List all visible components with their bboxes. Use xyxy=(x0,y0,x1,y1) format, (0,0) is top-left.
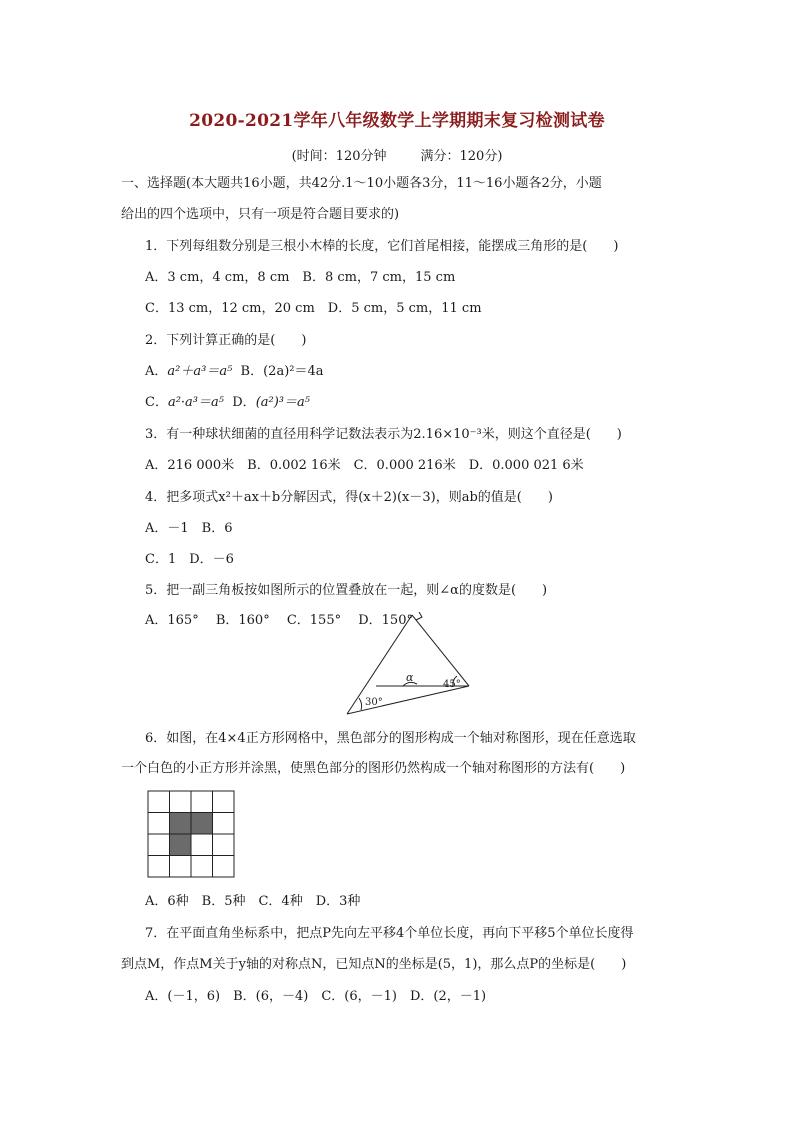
grid-cell xyxy=(191,856,213,878)
right-angle-mark xyxy=(416,612,422,620)
q1-options-cd: C．13 cm，12 cm，20 cm D．5 cm，5 cm，11 cm xyxy=(145,301,482,316)
q3-stem: 3．有一种球状细菌的直径用科学记数法表示为2.16×10⁻³米，则这个直径是( ) xyxy=(145,427,622,442)
grid-cell xyxy=(170,791,192,813)
triangle-rulers-figure xyxy=(343,612,475,718)
angle-30-arc xyxy=(359,698,362,710)
grid-cell xyxy=(170,856,192,878)
q2-option-c-label: C． xyxy=(145,395,168,410)
grid-cell xyxy=(191,834,213,856)
q2-options-cd xyxy=(145,394,310,412)
grid-cell xyxy=(213,813,235,835)
grid-cell-shaded xyxy=(191,813,213,835)
exam-meta xyxy=(0,145,794,164)
section-heading-line2: 给出的四个选项中，只有一项是符合题目要求的) xyxy=(121,207,400,222)
angle-45-label: 45° xyxy=(443,679,461,690)
grid-cell xyxy=(213,856,235,878)
q2-options-ab xyxy=(145,363,324,381)
q2-option-a: a²＋a³＝a⁵ xyxy=(167,364,233,379)
grid-cell xyxy=(148,834,170,856)
ruler-edge-right xyxy=(412,615,469,686)
q6-options: A．6种 B．5种 C．4种 D．3种 xyxy=(145,894,361,909)
grid-cell-shaded xyxy=(170,834,192,856)
q7-stem-line2: 到点M，作点M关于y轴的对称点N，已知点N的坐标是(5，1)，那么点P的坐标是( ) xyxy=(121,957,627,972)
q4-options-ab: A．－1 B．6 xyxy=(145,521,233,536)
grid-cell xyxy=(148,813,170,835)
q3-options: A．216 000米 B．0.002 16米 C．0.000 216米 D．0.000 021 6米 xyxy=(145,458,584,473)
q6-stem-line1: 6．如图，在4×4正方形网格中，黑色部分的图形构成一个轴对称图形，现在任意选取 xyxy=(145,731,636,746)
grid-cell xyxy=(148,791,170,813)
q6-stem-line2: 一个白色的小正方形并涂黑，使黑色部分的图形仍然构成一个轴对称图形的方法有( ) xyxy=(121,761,626,776)
exam-time: (时间：120分钟 xyxy=(291,149,387,164)
q2-option-d-label: D． xyxy=(232,395,256,410)
grid-cell xyxy=(213,791,235,813)
q2-option-c: a²·a³＝a⁵ xyxy=(167,395,224,410)
q2-stem: 2．下列计算正确的是( ) xyxy=(145,333,307,348)
q5-stem: 5．把一副三角板按如图所示的位置叠放在一起，则∠α的度数是( ) xyxy=(145,583,548,598)
q2-option-a-label: A． xyxy=(145,364,168,379)
grid-cell xyxy=(191,791,213,813)
q1-stem: 1．下列每组数分别是三根小木棒的长度，它们首尾相接，能摆成三角形的是( ) xyxy=(145,239,619,254)
q4-options-cd: C．1 D．－6 xyxy=(145,552,234,567)
angle-alpha-label: α xyxy=(406,671,414,684)
grid-cell xyxy=(213,834,235,856)
grid-cell xyxy=(148,856,170,878)
q5-options: A．165° B．160° C．155° D．150° xyxy=(145,613,413,628)
q1-options-ab: A．3 cm，4 cm，8 cm B．8 cm，7 cm，15 cm xyxy=(145,270,456,285)
q2-option-b-label: B． xyxy=(240,364,264,379)
q7-options: A．(－1，6) B．(6，－4) C．(6，－1) D．(2，－1) xyxy=(145,989,487,1004)
q7-stem-line1: 7．在平面直角坐标系中，把点P先向左平移4个单位长度，再向下平移5个单位长度得 xyxy=(145,926,634,941)
section-heading-line1: 一、选择题(本大题共16小题，共42分.1～10小题各3分，11～16小题各2分，小题 xyxy=(121,176,602,191)
q4-stem: 4．把多项式x²＋ax＋b分解因式，得(x＋2)(x－3)，则ab的值是( ) xyxy=(145,490,553,505)
grid-cell-shaded xyxy=(170,813,192,835)
q2-option-d: (a²)³＝a⁵ xyxy=(255,395,310,410)
grid-figure xyxy=(147,790,237,878)
q2-option-b: (2a)²＝4a xyxy=(263,364,324,379)
angle-30-label: 30° xyxy=(365,697,383,708)
page-title: 2020-2021学年八年级数学上学期期末复习检测试卷 xyxy=(189,111,605,131)
exam-score: 满分：120分) xyxy=(420,149,503,164)
